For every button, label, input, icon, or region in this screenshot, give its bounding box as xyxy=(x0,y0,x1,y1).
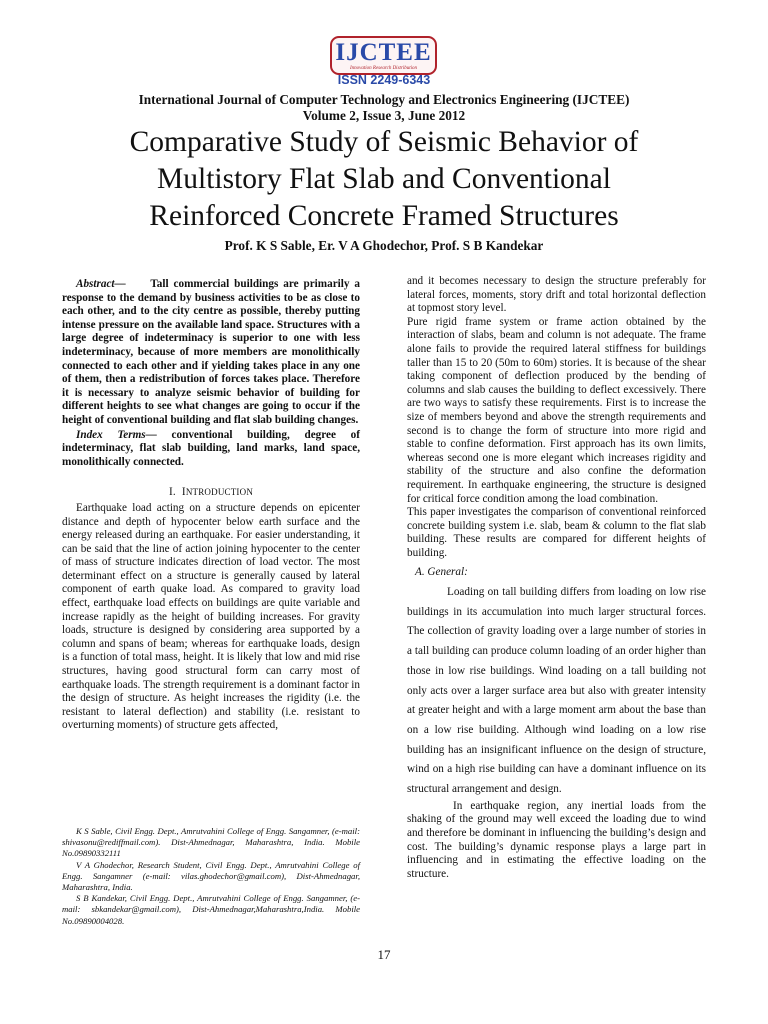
footnote: V A Ghodechor, Research Student, Civil Engg. Dept., Amrutvahini College of Engg. Sangamner (e-mail: vilas.ghodechor@gmail.com), Dist-Ahmednagar, Maharashtra, India. xyxy=(62,859,360,893)
title-line: Comparative Study of Seismic Behavior of xyxy=(129,126,639,158)
section-first-letter: I xyxy=(181,486,186,499)
subsection-heading: A. General: xyxy=(415,566,468,579)
section-title-rest: NTRODUCTION xyxy=(185,487,254,498)
authors: Prof. K S Sable, Er. V A Ghodechor, Prof. S B Kandekar xyxy=(224,238,544,253)
abstract-text: Tall commercial buildings are primarily a response to the demand by business activities to be as close to each other, and to the city centre as possible, thereby putting intense pressure on the available land space. Structures with a large degree of indeterminacy is superior to one with less indeterminacy, because of more members are monolithically connected to each other and if yielding takes place in any one of them, then a redistribution of forces takes place. Therefore it is necessary to analyze seismic behavior of building for different heights to see what changes are going to occur if the height of conventional building and flat slab building changes. xyxy=(62,278,360,426)
page-number: 17 xyxy=(377,947,391,962)
right-column xyxy=(407,275,706,881)
paper-scope-paragraph: This paper investigates the comparison of conventional reinforced concrete building system i.e. slab, beam & column to the flat slab building. These results are compared for different heights of building. xyxy=(407,506,706,559)
footnote: K S Sable, Civil Engg. Dept., Amrutvahini College of Engg. Sangamner, (e-mail: shivasonu@rediffmail.com). Dist-Ahmednagar, Maharashtra, India. Mobile No.09890332111 xyxy=(62,826,360,859)
issn: ISSN 2249-6343 xyxy=(337,73,431,87)
journal-logo xyxy=(330,36,437,75)
abstract-label: Abstract— xyxy=(76,278,126,290)
logo-tagline: Innovation Research Distribution xyxy=(349,66,418,71)
title-line: Multistory Flat Slab and Conventional xyxy=(157,163,611,195)
section-heading xyxy=(62,486,360,500)
frame-paragraph: Pure rigid frame system or frame action obtained by the interaction of slabs, beam and column is not adequate. The frame alone fails to provide the required lateral stiffness for buildings taller than 15 to 20 (50m to 60m) stories. It is because of the shear taking component of deflection produced by the bending of columns and slab causes the building to deflect excessively. There are two ways to satisfy these requirements. First is to increase the size of members beyond and above the strength requirements and second is to change the form of structure into more rigid and stable to confine deformation. First approach has its own limits, whereas second one is more elegant which increases rigidity and stability of the structure and also confine the deformation requirement. In earthquake engineering, the structure is designed for critical force condition among the load combination. xyxy=(407,315,706,505)
general-paragraph: Loading on tall building differs from loading on low rise buildings in its accumulation into much larger structural forces. The collection of gravity loading over a large number of stories in a tall building can produce column loading of an order higher than those in low rise buildings. Wind loading on a tall building not only acts over a larger surface area but also with greater intensity at greater height and with a large moment arm about the base than on a low rise building. Although wind loading on a low rise building has an insignificant influence on the design of structure, wind on a high rise building can have a dominant influence on its structural arrangement and design. xyxy=(407,586,706,796)
section-number: I. xyxy=(168,486,176,499)
journal-header xyxy=(0,92,768,124)
paper-title xyxy=(40,124,728,235)
earthquake-paragraph: In earthquake region, any inertial loads from the shaking of the ground may well exceed the loading due to wind and therefore be dominant in influencing the building’s design and cost. The building’s dynamic response plays a large part in influencing and in estimating the effective loading on the structure. xyxy=(407,799,706,880)
left-column xyxy=(62,278,360,733)
footnote: S B Kandekar, Civil Engg. Dept., Amrutvahini College of Engg. Sangamner, (e-mail: sbkandekar@gmail.com), Dist-Ahmednagar,Maharashtra,India. Mobile No.09890004028. xyxy=(62,893,360,926)
index-terms-text: conventional building, degree of indeterminacy, flat slab building, land marks, land space, monolithically connected. xyxy=(62,428,360,468)
index-terms xyxy=(62,429,360,470)
continuation-paragraph: and it becomes necessary to design the structure preferably for lateral forces, moments, story drift and total horizontal deflection at topmost story level. xyxy=(407,275,706,315)
journal-name: International Journal of Computer Technology and Electronics Engineering (IJCTEE) xyxy=(138,92,630,107)
index-terms-label: Index Terms— xyxy=(76,428,157,441)
logo-text: IJCTEE xyxy=(335,39,432,66)
intro-paragraph: Earthquake load acting on a structure depends on epicenter distance and depth of hypocenter below earth surface and the energy released during an earthquake. For easier understanding, it can be said that the line of action joining hypocenter to the center of mass of structure indicates direction of load vector. The most determinant effect on a structure is generally caused by lateral component of earth quake load. As compared to gravity load effect, earthquake load effects on buildings are quite variable and increase rapidly as the height of building increases. For gravity loads, structure is designed by considering area supported by a column and spans of beam; whereas for earthquake loads, design is a function of total mass, height. It is likely that low and mid rise structures, having good structural form can carry most of earthquake loads. The strength requirement is a dominant factor in the design of structure. As height increases the rigidity (i.e. the resistant to lateral deflection) and stability (i.e. resistant to overturning moments) of structure gets affected, xyxy=(62,501,360,732)
volume-info: Volume 2, Issue 3, June 2012 xyxy=(302,108,466,123)
title-line: Reinforced Concrete Framed Structures xyxy=(149,200,619,232)
author-footnotes xyxy=(62,826,360,927)
abstract xyxy=(62,278,360,428)
